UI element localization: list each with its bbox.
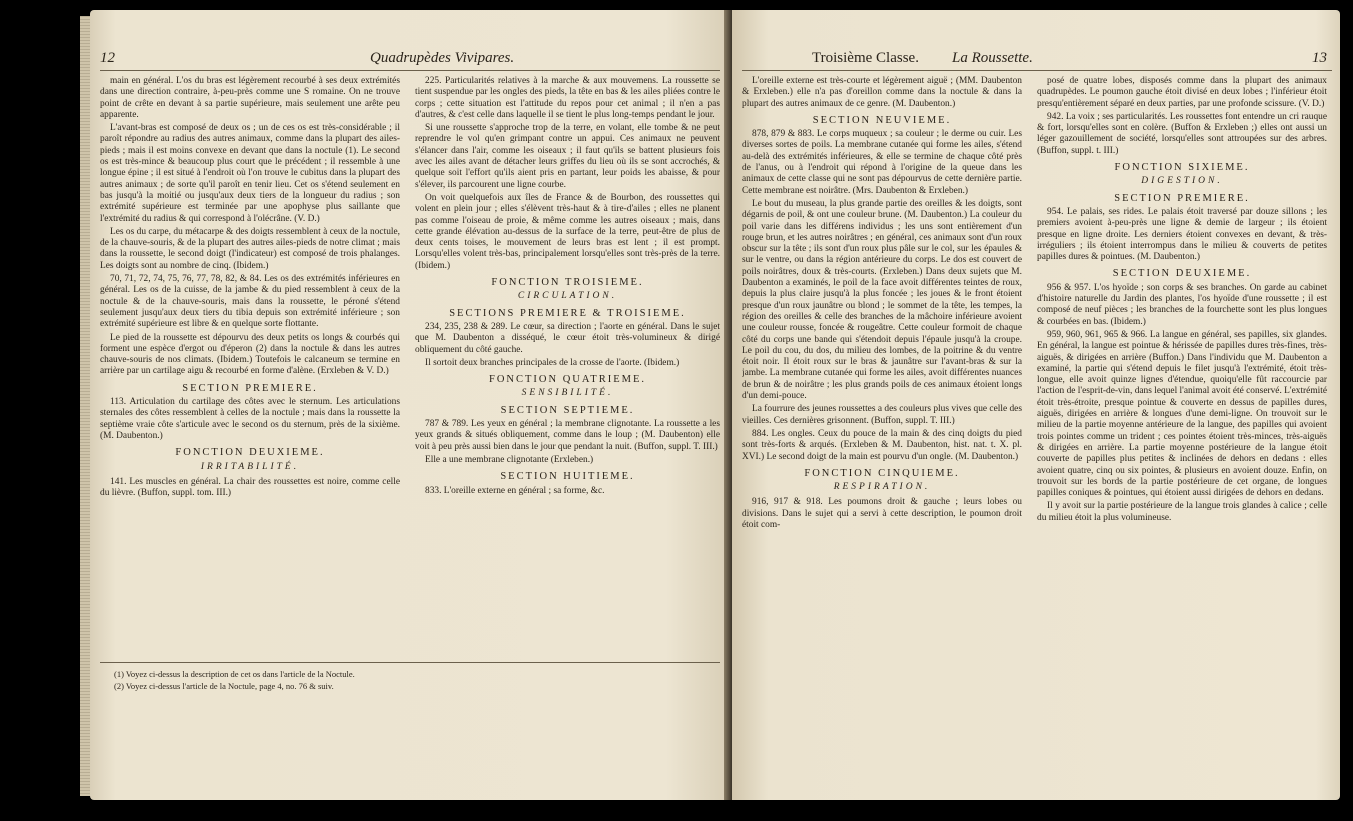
right-page-column-2: [1037, 76, 1327, 766]
paragraph: 787 & 789. Les yeux en général ; la membrane clignotante. La roussette a les yeux grands & situés obliquement, comme dans le loup ; (M. Daubenton) elle voit à peu près aussi bien dans le jour que pendant la nuit. (Buffon, suppl. T. III.): [415, 419, 720, 452]
right-page-header-right: La Roussette.: [952, 50, 1033, 66]
paragraph: 878, 879 & 883. Le corps muqueux ; sa couleur ; le derme ou cuir. Les diverses sortes de poils. La membrane cutanée qui forme les ailes, s'étend au-delà des extrémités inférieures, & elle se termine de chaque côté près de l'anus, ou à l'endroit qui répond à l'origine de la queue dans les animaux de cette classe qui ne sont pas dépourvus de cette dernière partie. Cette membrane est noirâtre. (Mrs. Daubenton & Erxleben.): [742, 129, 1022, 196]
section-heading: FONCTION TROISIEME.: [491, 277, 644, 289]
section-heading: SECTIONS PREMIERE & TROISIEME.: [449, 307, 686, 319]
section-heading: SECTION DEUXIEME.: [1112, 268, 1252, 280]
section-heading: SECTION PREMIERE.: [182, 382, 318, 394]
left-page: [90, 10, 730, 800]
paragraph: 113. Articulation du cartilage des côtes avec le sternum. Les articulations sternales des côtes ressemblent à celles de la noctule ; mais dans la roussette la septième vraie côte s'articule avec le second os du sternum, près de la sixième. (M. Daubenton.): [100, 397, 400, 441]
right-page-column-1: [742, 76, 1022, 766]
paragraph: L'oreille externe est très-courte et légèrement aiguë ; (MM. Daubenton & Erxleben.) elle n'a pas d'oreillon comme dans la noctule & dans la plupart des autres animaux de ce genre. (M. Daubenton.): [742, 76, 1022, 109]
paragraph: 141. Les muscles en général. La chair des roussettes est noire, comme celle du lièvre. (Buffon, suppl. tom. III.): [100, 476, 400, 499]
left-page-header-title: Quadrupèdes Vivipares.: [370, 50, 515, 66]
section-heading: SECTION PREMIERE.: [1114, 192, 1250, 204]
paragraph: Si une roussette s'approche trop de la terre, en volant, elle tombe & ne peut reprendre le vol qu'en grimpant contre un appui. Ces animaux ne peuvent s'élancer dans l'air, comme les oiseaux ; il faut qu'ils se battent plusieurs fois avec les ailes avant de détacher leurs griffes du lieu où ils se sont accrochés, & quelque soit l'effort qu'ils aient pris en partant, leur poids les abaisse, & pour s'élever, ils parcourent une ligne courbe.: [415, 123, 720, 190]
paragraph: 833. L'oreille externe en général ; sa forme, &c.: [425, 485, 605, 496]
right-page-header-center: Troisième Classe.: [812, 50, 919, 66]
right-page: [732, 10, 1340, 800]
footnote-rule: [100, 662, 720, 663]
left-page-column-2: [415, 76, 720, 646]
section-heading: FONCTION CINQUIEME.: [804, 467, 960, 479]
section-heading: SECTION NEUVIEME.: [812, 114, 952, 126]
paragraph: La fourrure des jeunes roussettes a des couleurs plus vives que celle des vieilles. Ces dernières grisonnent. (Buffon, suppl. T. III.): [742, 404, 1022, 426]
paragraph: Les os du carpe, du métacarpe & des doigts ressemblent à ceux de la noctule, de la chauve-souris, & de la plupart des autres ailes-pieds de notre climat ; mais dans la roussette, le second doigt (l'indicateur) est composé de trois phalanges. Les doigts sont au nombre de cinq. (Ibidem.): [100, 226, 400, 271]
paragraph: 956 & 957. L'os hyoïde ; son corps & ses branches. On garde au cabinet d'histoire naturelle du Jardin des plantes, l'os hyoïde d'une roussette ; il est composé de neuf pièces ; les branches de la fourchette sont les plus longues & courbées en bas. (Ibidem.): [1037, 282, 1327, 327]
open-book: [40, 10, 1340, 800]
paragraph: Il sortoit deux branches principales de la crosse de l'aorte. (Ibidem.): [425, 357, 680, 368]
header-rule: [742, 70, 1332, 71]
section-heading: SECTION SEPTIEME.: [500, 404, 635, 416]
section-heading: SECTION HUITIEME.: [500, 471, 635, 483]
header-rule: [100, 70, 720, 71]
paragraph: 942. La voix ; ses particularités. Les roussettes font entendre un cri rauque & fort, lorsqu'elles sont en colère. (Buffon & Erxleben ;) elles ont aussi un léger gazouillement de société, lorsqu'elles sont attroupées sur des arbres. (Buffon, suppl. t. III.): [1037, 111, 1327, 156]
left-page-edges: [80, 16, 90, 796]
paragraph: Le pied de la roussette est dépourvu des deux petits os longs & courbés qui forment une espèce d'ergot ou d'éperon (2) dans la noctule & dans les autres chauve-souris de nos climats. (Ibidem.) Toutefois le calcaneum se termine en arrière par un cartilage aigu & recourbé en forme d'alène. (Erxleben & V. D.): [100, 332, 400, 377]
paragraph: main en général. L'os du bras est légèrement recourbé à ses deux extrémités dans une direction contraire, à-peu-près comme une S romaine. On ne trouve point de crête en devant à sa partie supérieure, mais seulement une arête peu apparente.: [100, 76, 400, 120]
right-page-number: 13: [1312, 50, 1327, 66]
paragraph: 959, 960, 961, 965 & 966. La langue en général, ses papilles, six glandes. En général, la langue est pointue & hérissée de papilles dures très-fines, très-aiguës, & dirigées en arrière (Buffon.) Dans l'individu que M. Daubenton a examiné, la partie qui s'étend depuis le filet jusqu'à l'extrémité, étoit très-longue, elle avoit quinze lignes d'étendue, quoiqu'elle fût raccourcie par l'action de l'esprit-de-vin, dans lequel l'animal avoit été conservé. L'extrémité étoit très-étroite, presque pointue & couverte en dessus de papilles dures, aiguës, dirigées en arrière & longues d'une demi-ligne. On trouvoit sur le milieu de la partie moyenne antérieure de la langue, des papilles qui avoient trois pointes comme un trident ; ces pointes étoient très-minces, très-aiguës & dirigées en arrière. La partie moyenne postérieure de la langue étoit couverte de papilles plus petites & inclinées de dehors en dedans : elles avoient quatre, cinq ou six pointes, & plusieurs en avoient douze. Enfin, on trouvoit sur les bords de la partie postérieure de cet organe, de longues papilles coniques & pointues, qui étoient aussi dirigées de dehors en dedans.: [1037, 329, 1327, 499]
paragraph: 234, 235, 238 & 289. Le cœur, sa direction ; l'aorte en général. Dans le sujet que M. Daubenton a disséqué, le cœur étoit très-volumineux & dirigé obliquement du côté gauche.: [415, 321, 720, 355]
section-heading: RESPIRATION.: [833, 482, 931, 493]
paragraph: posé de quatre lobes, disposés comme dans la plupart des animaux quadrupèdes. Le poumon gauche étoit divisé en deux lobes ; l'inférieur étoit presqu'entièrement séparé en deux parties, par une profonde scissure. (V. D.): [1037, 76, 1327, 109]
footnote-1: (1) Voyez ci-dessus la description de cet os dans l'article de la Noctule.: [114, 669, 355, 679]
section-heading: IRRITABILITÉ.: [200, 461, 300, 472]
left-page-number: 12: [100, 50, 115, 66]
left-page-column-1: [100, 76, 400, 646]
section-heading: FONCTION SIXIEME.: [1114, 162, 1250, 174]
section-heading: FONCTION QUATRIEME.: [489, 374, 646, 386]
paragraph: Le bout du museau, la plus grande partie des oreilles & les doigts, sont dégarnis de poil, & ont une couleur brune. (M. Daubenton.) La couleur du poil varie dans les différens individus ; les uns sont entièrement d'un rouge brun, et les autres noirâtres ; en général, ces animaux sont d'un roux obscur sur la tête ; ils sont d'un roux plus pâle sur le col, sur les épaules & sur le ventre, ou dans la région antérieure du corps. Le dos est couvert de poils noirâtres, doux & très-courts. (Erxleben.) Dans deux sujets que M. Daubenton a examinés, le poil de la face avoit différentes teintes de roux, depuis la plus claire jusqu'à la plus foncée ; les joues & le front étoient presque d'un roux jaunâtre ou blond ; le sommet de la tête, les tempes, la région des oreilles & celle des branches de la mâchoire inférieure avoient une couleur rousse, foncée & rougeâtre. Cette couleur formoit de chaque côté du corps une bande qui s'étendoit depuis l'épaule jusqu'à la croupe. Le poil du cou, du dos, du milieu des lombes, de la poitrine & du ventre étoit noir. Il étoit roux sur le bras & jaunâtre sur l'avant-bras & sur la jambe. La membrane cutanée qui forme les ailes, avoit différentes nuances de brun & de noirâtre ; les plus grands poils de ces animaux étoient longs d'un demi-pouce.: [742, 198, 1022, 402]
section-heading: DIGESTION.: [1141, 176, 1223, 187]
paragraph: Elle a une membrane clignotante (Erxleben.): [425, 454, 594, 465]
paragraph: 954. Le palais, ses rides. Le palais étoit traversé par douze sillons ; les premiers avoient à-peu-près une ligne & demie de largeur ; ils étoient presque en ligne droite. Les derniers étoient convexes en devant, & très-irréguliers ; ils étoient interrompus dans le milieu & couverts de petites papilles dures & pointues. (M. Daubenton.): [1037, 206, 1327, 263]
paragraph: On voit quelquefois aux îles de France & de Bourbon, des roussettes qui volent en plein jour ; elles s'élèvent très-haut & à tire-d'ailes ; elles ne planent pas comme l'oiseau de proie, & même comme les autres oiseaux ; mais, dans cette grande élévation au-dessus de la surface de la terre, peut-être de plus de deux cents toises, le mouvement de leurs bras est lent ; il est prompt. Lorsqu'elles volent très-bas, principalement lorsqu'elles sont très-près de la terre. (Ibidem.): [415, 192, 720, 271]
paragraph: L'avant-bras est composé de deux os ; un de ces os est très-considérable ; il paroît répondre au radius des autres animaux, comme dans la plupart des ailes-pieds ; mais il est moins convexe en devant que dans la noctule (1). Le second os est très-mince & beaucoup plus court que le précédent ; il ressemble à une longue épine ; il est situé à l'endroit où l'on trouve le cubitus dans la plupart des autres animaux ; de sorte qu'il paroît en tenir lieu. Cet os s'étend seulement en bas jusqu'à la moitié ou jusqu'aux deux tiers de la longueur du radius ; son extrémité supérieure est terminée par une apophyse plus saillante que l'extrémité du radius & qui correspond à l'olécrâne. (V. D.): [100, 123, 400, 224]
section-heading: FONCTION DEUXIEME.: [175, 447, 325, 459]
section-heading: SENSIBILITÉ.: [521, 388, 614, 399]
paragraph: 884. Les ongles. Ceux du pouce de la main & des cinq doigts du pied sont très-forts & arqués. (Erxleben & M. Daubenton, hist. nat. t. X. pl. XVI.) Le second doigt de la main est pourvu d'un ongle. (M. Daubenton.): [742, 428, 1022, 462]
footnotes: [114, 668, 714, 692]
footnote-2: (2) Voyez ci-dessus l'article de la Noctule, page 4, no. 76 & suiv.: [114, 681, 334, 691]
paragraph: Il y avoit sur la partie postérieure de la langue trois glandes à calice ; celle du milieu étoit la plus volumineuse.: [1037, 501, 1327, 523]
section-heading: CIRCULATION.: [517, 291, 618, 302]
paragraph: 916, 917 & 918. Les poumons droit & gauche ; leurs lobes ou divisions. Dans le sujet qui a servi à cette description, le poumon droit étoit com-: [742, 497, 1022, 530]
paragraph: 225. Particularités relatives à la marche & aux mouvemens. La roussette se tient suspendue par les ongles des pieds, la tête en bas & les ailes pliées contre le corps ; cette situation est l'attitude du repos pour cet animal ; il n'en a pas d'autres, & c'est celle dans laquelle il se tient le plus long-temps pendant le jour.: [415, 76, 720, 120]
paragraph: 70, 71, 72, 74, 75, 76, 77, 78, 82, & 84. Les os des extrémités inférieures en général. Les os de la cuisse, de la jambe & du pied ressemblent à ceux de la noctule & de la chauve-souris, mais dans la roussette, le péroné s'étend seulement jusqu'aux deux tiers du tibia depuis son extrémité inférieure ; son extrémité supérieure est libre & en quelque sorte flottante.: [100, 274, 400, 330]
